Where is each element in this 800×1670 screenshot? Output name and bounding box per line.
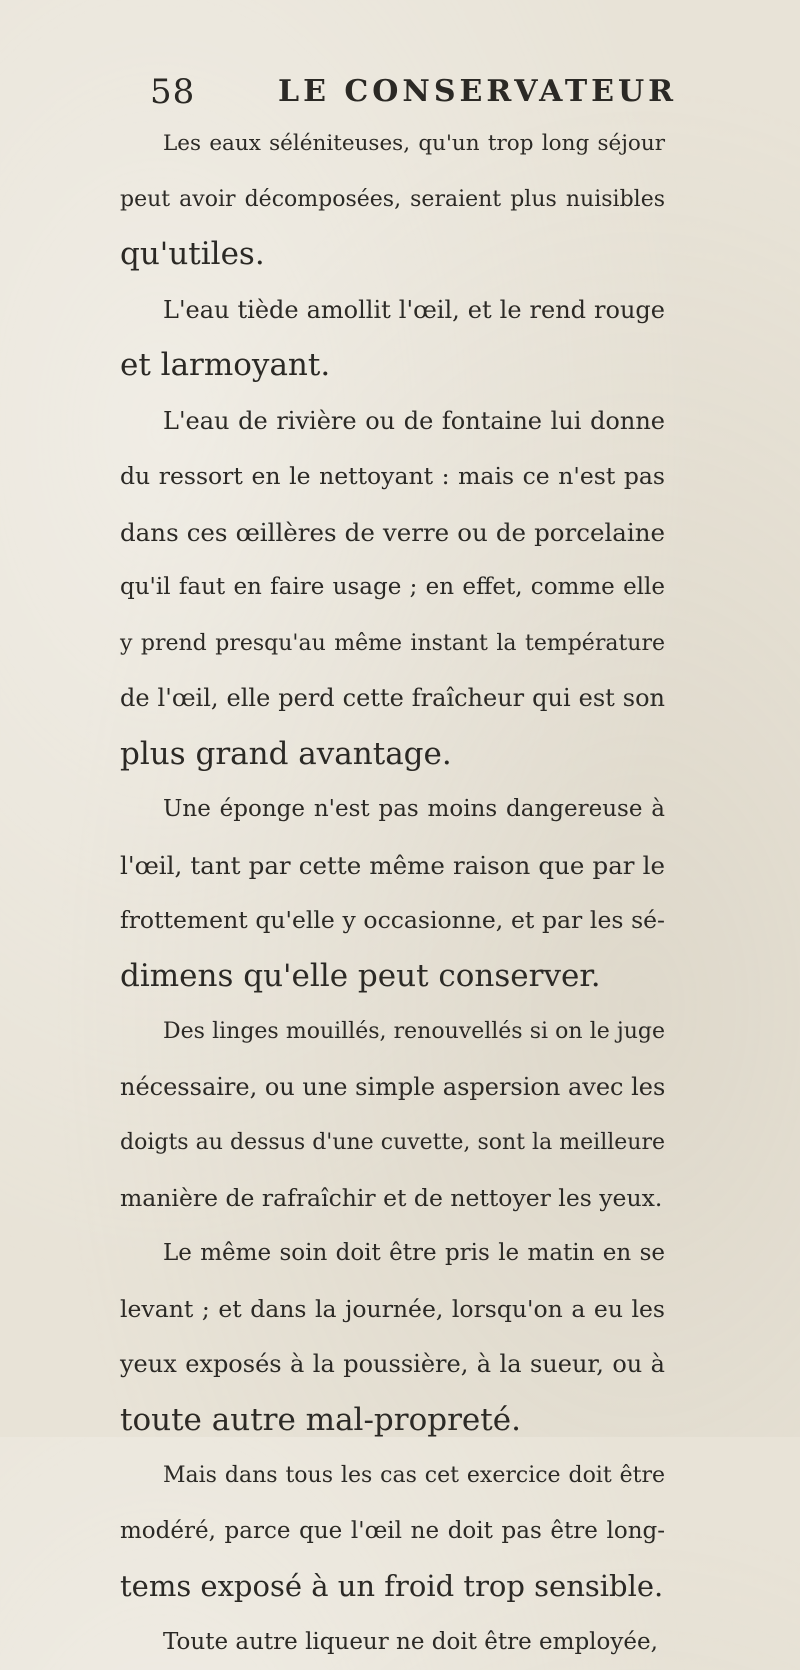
text-line: manière de rafraîchir et de nettoyer les yeux. [120,1171,665,1227]
text-line: Le même soin doit être pris le matin en se [120,1226,665,1282]
text-line: qu'utiles. [120,227,665,283]
text-line: dimens qu'elle peut conserver. [120,949,665,1005]
text-line: Une éponge n'est pas moins dangereuse à [120,782,665,838]
text-line: frottement qu'elle y occasionne, et par les sé- [120,893,665,949]
text-line: dans ces œillères de verre ou de porcelaine [120,505,665,561]
text-line: l'œil, tant par cette même raison que par le [120,838,665,894]
text-line: doigts au dessus d'une cuvette, sont la meilleure [120,1115,665,1171]
text-line: L'eau de rivière ou de fontaine lui donne [120,394,665,450]
running-head [150,72,650,112]
text-line: L'eau tiède amollit l'œil, et le rend rouge [120,283,665,339]
text-line: plus grand avantage. [120,727,665,783]
text-line: levant ; et dans la journée, lorsqu'on a eu les [120,1282,665,1338]
page-number: 58 [150,72,195,112]
text-line: de l'œil, elle perd cette fraîcheur qui est son [120,671,665,727]
text-line: Mais dans tous les cas cet exercice doit être [120,1448,665,1504]
running-title: LE CONSERVATEUR [278,74,677,110]
text-line: Des linges mouillés, renouvellés si on le juge [120,1004,665,1060]
text-line: modéré, parce que l'œil ne doit pas être long- [120,1504,665,1560]
text-line: toute autre mal-propreté. [120,1393,665,1449]
text-line: du ressort en le nettoyant : mais ce n'est pas [120,449,665,505]
text-line: peut avoir décomposées, seraient plus nuisibles [120,172,665,228]
text-line: Toute autre liqueur ne doit être employée, [120,1615,665,1670]
body-text [120,116,665,1670]
text-line: Les eaux séléniteuses, qu'un trop long séjour [120,116,665,172]
text-line: qu'il faut en faire usage ; en effet, comme elle [120,560,665,616]
text-line: tems exposé à un froid trop sensible. [120,1559,665,1615]
text-line: et larmoyant. [120,338,665,394]
text-line: nécessaire, ou une simple aspersion avec les [120,1060,665,1116]
text-line: y prend presqu'au même instant la température [120,616,665,672]
text-line: yeux exposés à la poussière, à la sueur, ou à [120,1337,665,1393]
